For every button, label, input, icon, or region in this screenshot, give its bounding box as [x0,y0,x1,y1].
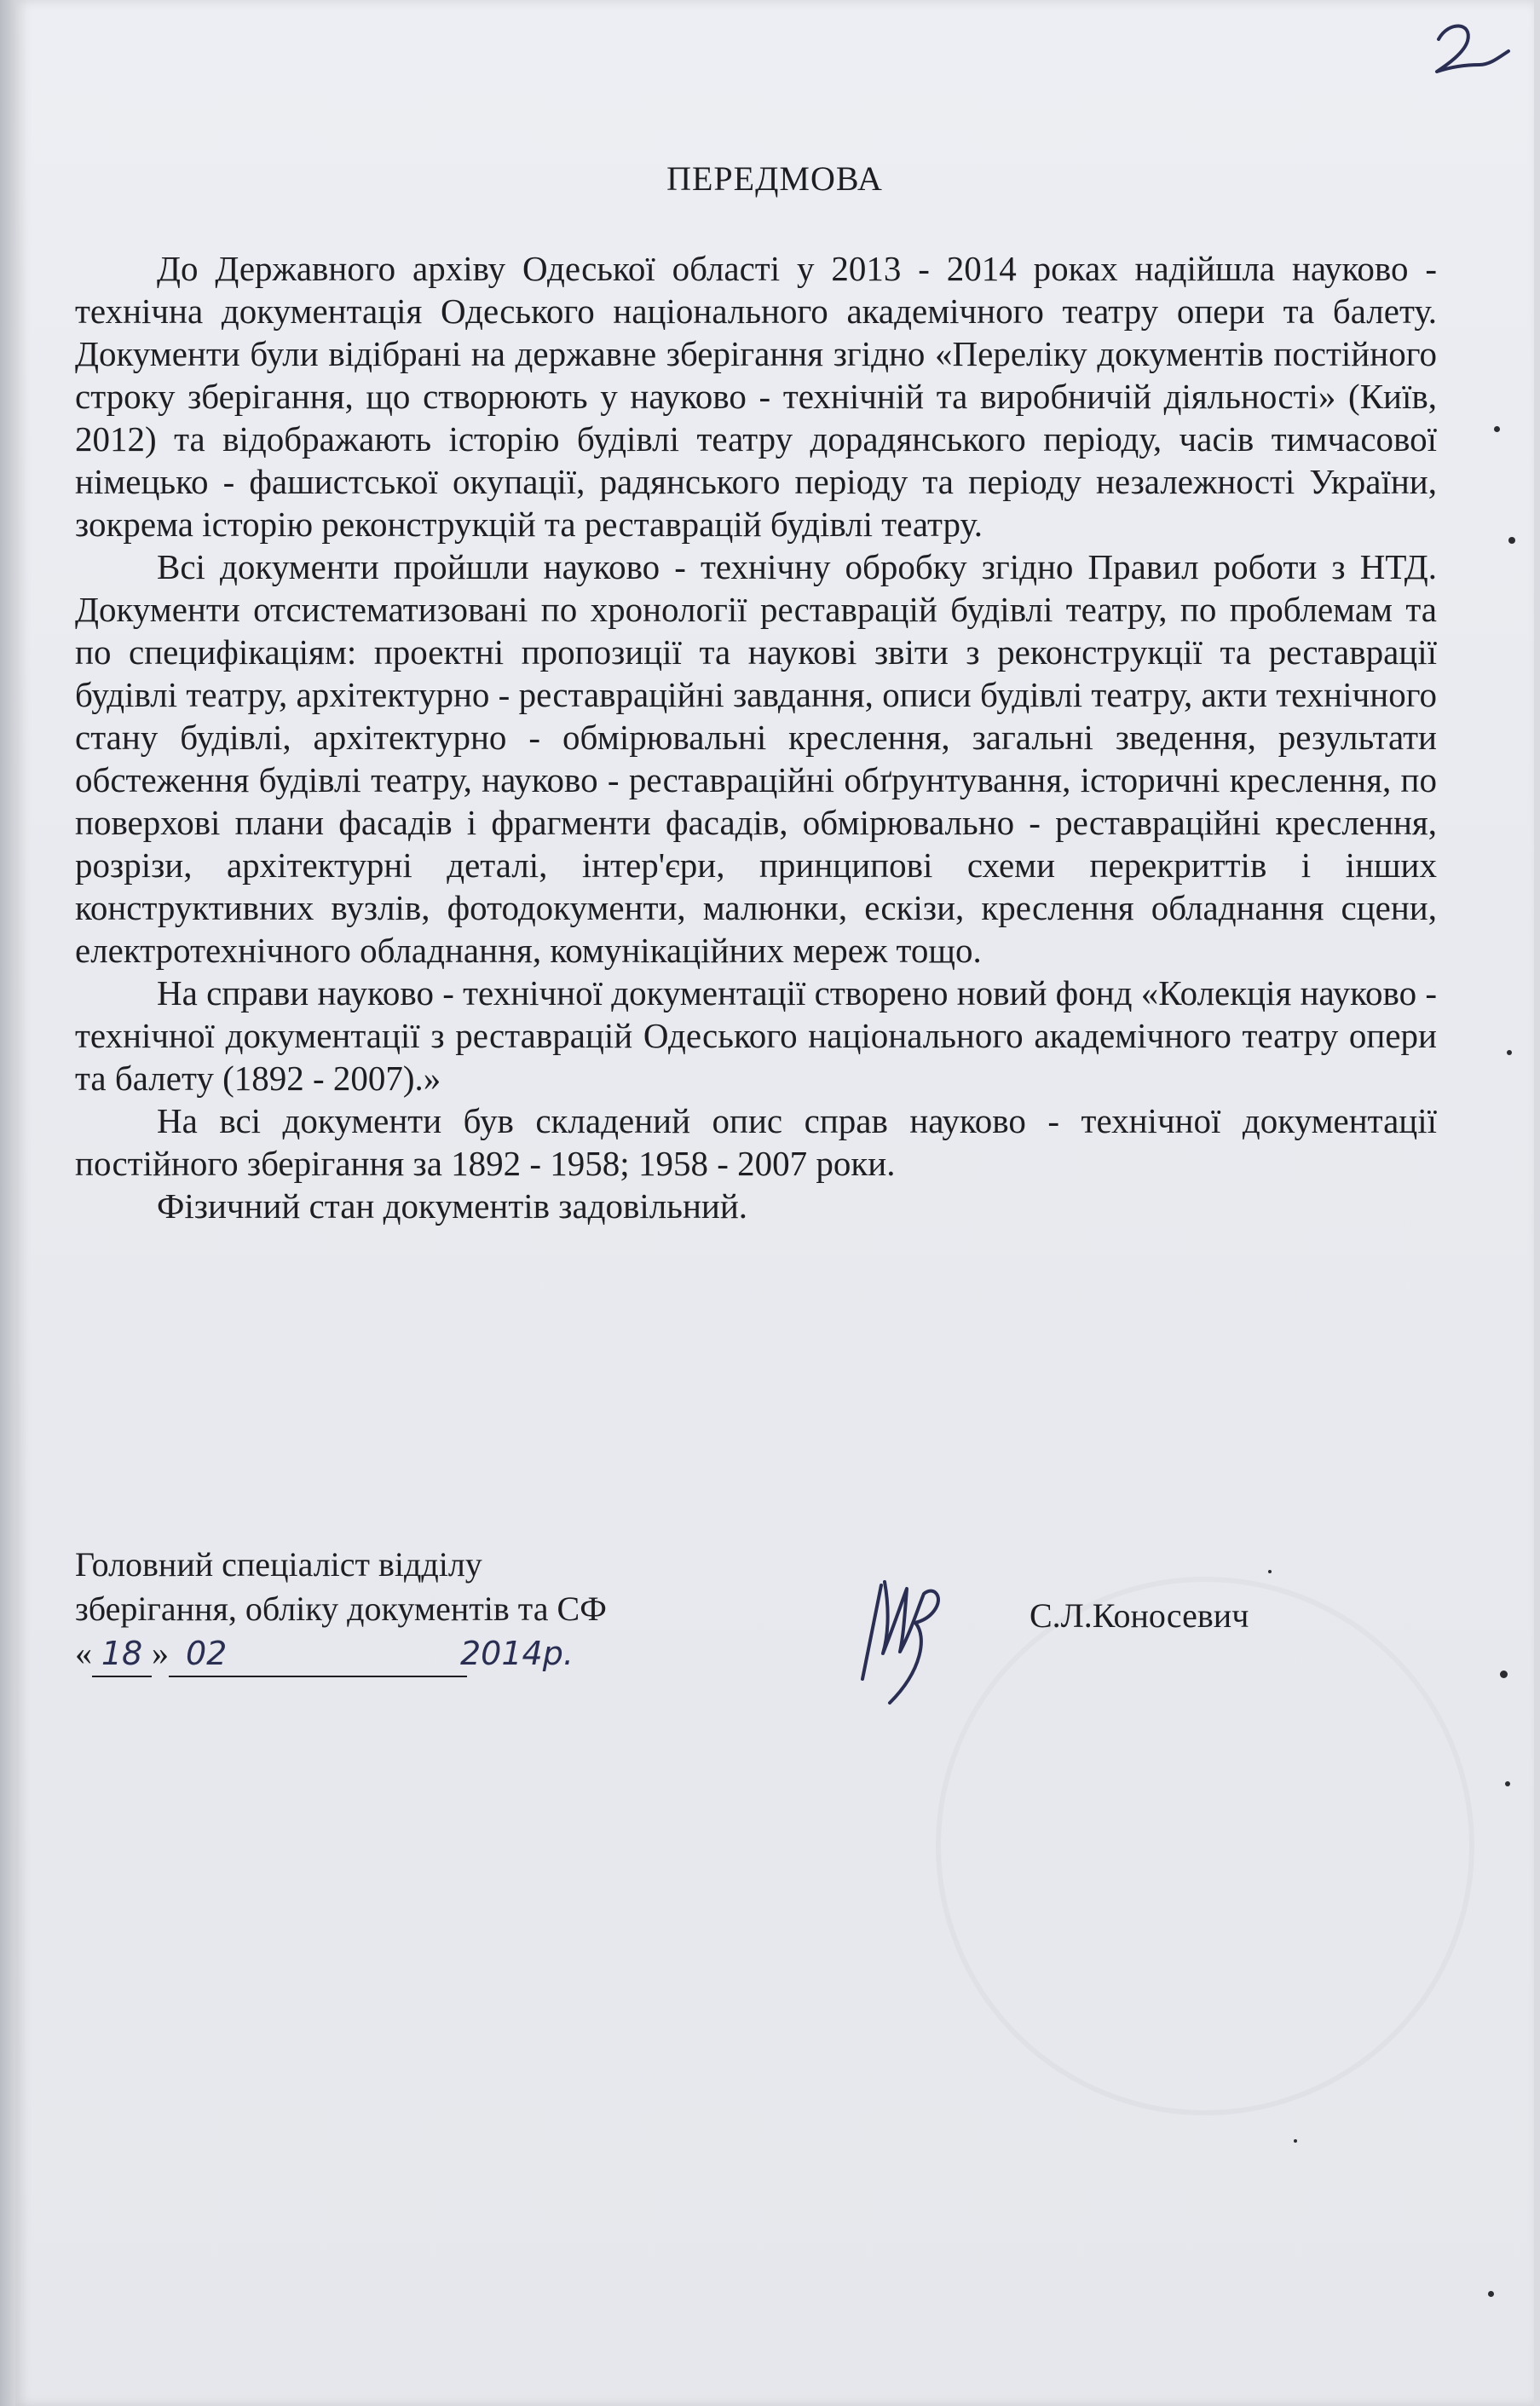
signature-block [75,1543,757,1679]
scan-speck [1505,1781,1510,1786]
paragraph-1: До Державного архіву Одеської області у 2013 - 2014 роках надійшла науково - технічна документація Одеського національного академічного театру опери та балету. Документи були відібрані на державне зберігання згідно «Переліку документів постійного строку зберігання, що створюють у науково - технічній та виробничій діяльності» (Київ, 2012) та відображають історію будівлі театру дорадянського періоду, часів тимчасової німецько - фашистської окупації, радянського періоду та періоду незалежності України, зокрема історію реконструкцій та реставрацій будівлі театру. [75,249,1437,544]
svg-text:2: 2 [1423,15,1424,16]
scan-speck [1500,1670,1508,1678]
date-quote-close: » [152,1634,169,1672]
scan-speck [1508,537,1515,544]
position-line-1: Головний спеціаліст відділу [75,1545,482,1584]
scan-speck [1494,426,1500,432]
position-line-2: зберігання, обліку документів та СФ [75,1590,607,1628]
page-title: ПЕРЕДМОВА [666,159,883,198]
scan-speck [1268,1570,1272,1573]
page-binding-edge [0,0,15,2406]
paragraph-3: На справи науково - технічної документації створено новий фонд «Колекція науково - технічної документації з реставрацій Одеського національного академічного театру опери та балету (1892 - 2007).» [75,973,1437,1098]
document-page [15,0,1534,2406]
scan-speck [1507,1050,1512,1055]
date-month: 02 [169,1631,467,1677]
paragraph-2: Всі документи пройшли науково - технічну обробку згідно Правил роботи з НТД. Документи отсистематизовані по хронології реставрацій будівлі театру, по проблемам та по специфікаціям: проектні пропозиції та наукові звіти з реконструкції та реставрації будівлі театру, архітектурно - реставраційні завдання, описи будівлі театру, акти технічного стану будівлі, архітектурно - обмірювальні креслення, загальні зведення, результати обстеження будівлі театру, науково - реставраційні обґрунтування, історичні креслення, по поверхові плани фасадів і фрагменти фасадів, обмірювально - реставраційні креслення, розрізи, архітектурні деталі, інтер'єри, принципові схеми перекриттів і інших конструктивних вузлів, фотодокументи, малюнки, ескізи, креслення обладнання сцени, електротехнічного обладнання, комунікаційних мереж тощо. [75,547,1437,970]
page-number-handwritten [1423,15,1517,84]
scan-speck [1294,2139,1297,2143]
paragraph-4: На всі документи був складений опис справ науково - технічної документації постійного зберігання за 1892 - 1958; 1958 - 2007 роки. [75,1101,1437,1183]
paragraph-5: Фізичний стан документів задовільний. [157,1186,748,1226]
preface-body [75,247,1437,1227]
date-quote-open: « [75,1634,92,1672]
handwritten-signature [851,1551,953,1713]
faint-stamp-mark [936,1577,1474,2115]
scan-speck [1488,2291,1494,2297]
date-year: 2014р. [460,1635,574,1672]
signing-date [75,1631,757,1679]
date-day: 18 [92,1631,152,1677]
signer-name: С.Л.Коносевич [1030,1596,1249,1635]
